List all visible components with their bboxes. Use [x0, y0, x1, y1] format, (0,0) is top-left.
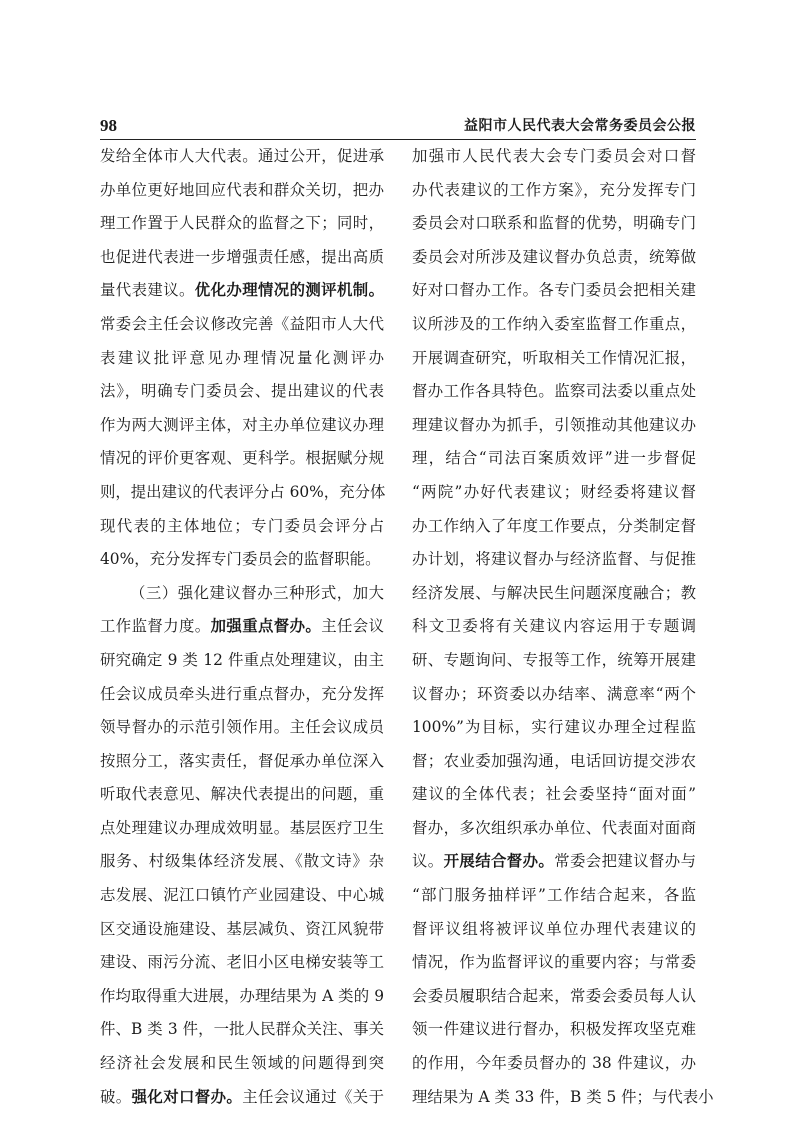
- text-line: [412, 913, 696, 947]
- body-text: “部门服务抽样评”工作结合起来，各监: [412, 886, 696, 905]
- text-line: [412, 342, 696, 376]
- text-line: [412, 812, 696, 846]
- body-text: 则，提出建议的代表评分占 60%，充分体: [100, 482, 386, 501]
- body-text: 40%，充分发挥专门委员会的监督职能。: [100, 550, 381, 569]
- text-line: [412, 845, 696, 879]
- text-line: [412, 207, 696, 241]
- body-text: 主任会议通过《关于: [242, 1087, 384, 1106]
- body-text: 作均取得重大进展，办理结果为 A 类的 9: [100, 986, 384, 1005]
- body-text: 任会议成员牵头进行重点督办，充分发挥: [100, 684, 384, 703]
- text-line: [100, 678, 384, 712]
- bold-heading-text: 加强重点督办。: [210, 617, 322, 636]
- body-text: 常委会把建议督办与: [554, 852, 696, 871]
- body-text: 督；农业委加强沟通，电话回访提交涉农: [412, 751, 696, 770]
- body-text: 现代表的主体地位；专门委员会评分占: [100, 516, 384, 535]
- body-text: 领导督办的示范引领作用。主任会议成员: [100, 718, 384, 737]
- text-line: [100, 610, 384, 644]
- body-text: 开展调查研究，听取相关工作情况汇报，: [412, 348, 696, 367]
- body-text: 理，结合“司法百案质效评”进一步督促: [412, 449, 696, 468]
- text-line: [100, 476, 384, 510]
- text-line: [412, 510, 696, 544]
- body-text: 理结果为 A 类 33 件，B 类 5 件；与代表小: [412, 1087, 714, 1106]
- text-line: [412, 476, 696, 510]
- body-text: 议。: [412, 852, 444, 871]
- text-line: [100, 913, 384, 947]
- text-line: [412, 946, 696, 980]
- text-line: [412, 980, 696, 1014]
- text-line: [412, 644, 696, 678]
- body-text: 志发展、泥江口镇竹产业园建设、中心城: [100, 886, 384, 905]
- text-line: [412, 274, 696, 308]
- text-line: [412, 241, 696, 275]
- body-text: 办工作纳入了年度工作要点，分类制定督: [412, 516, 696, 535]
- body-text: 发给全体市人大代表。通过公开，促进承: [100, 147, 384, 165]
- body-text: 办计划，将建议督办与经济监督、与促推: [412, 550, 696, 569]
- body-text: 件、B 类 3 件，一批人民群众关注、事关: [100, 1020, 384, 1039]
- text-line: [100, 812, 384, 846]
- body-text: 委员会对口联系和监督的优势，明确专门: [412, 214, 696, 233]
- text-line: [100, 241, 384, 275]
- text-line: [100, 946, 384, 980]
- text-line: [100, 409, 384, 443]
- body-text: 理工作置于人民群众的监督之下；同时，: [100, 214, 384, 233]
- bold-heading-text: 强化对口督办。: [131, 1087, 243, 1106]
- text-line: [100, 207, 384, 241]
- body-text: （三）强化建议督办三种形式，加大: [130, 583, 384, 602]
- body-text: 经济发展、与解决民生问题深度融合；教: [412, 583, 696, 602]
- body-text: 的作用，今年委员督办的 38 件建议，办: [412, 1054, 696, 1073]
- journal-title: 益阳市人民代表大会常务委员会公报: [464, 118, 696, 134]
- text-line: [100, 745, 384, 779]
- bold-heading-text: 开展结合督办。: [443, 852, 555, 871]
- text-line: [412, 778, 696, 812]
- body-text: 作为两大测评主体，对主办单位建议办理: [100, 415, 384, 434]
- body-text: 法》，明确专门委员会、提出建议的代表: [100, 382, 384, 401]
- text-line: [412, 543, 696, 577]
- text-line: [100, 711, 384, 745]
- text-line: [100, 778, 384, 812]
- body-text: 常委会主任会议修改完善《益阳市人大代: [100, 314, 384, 333]
- text-line: [412, 375, 696, 409]
- text-line: [100, 375, 384, 409]
- text-line: [412, 711, 696, 745]
- body-text: 工作监督力度。: [100, 617, 211, 636]
- text-line: [412, 140, 696, 174]
- text-line: [412, 442, 696, 476]
- text-line: [100, 342, 384, 376]
- text-line: [412, 577, 696, 611]
- text-line: [100, 543, 384, 577]
- page-header: [100, 114, 696, 138]
- body-text: 委员会对所涉及建议督办负总责，统筹做: [412, 247, 696, 266]
- text-line: [412, 879, 696, 913]
- body-text: 办代表建议的工作方案》，充分发挥专门: [412, 180, 696, 199]
- body-text: 按照分工，落实责任，督促承办单位深入: [100, 751, 384, 770]
- body-text: 议督办；环资委以办结率、满意率“两个: [412, 684, 696, 703]
- body-text: 督办工作各具特色。监察司法委以重点处: [412, 382, 696, 401]
- body-text: 服务、村级集体经济发展、《散文诗》杂: [100, 852, 384, 871]
- left-column: [100, 140, 384, 1114]
- text-line: [100, 644, 384, 678]
- body-text: 加强市人民代表大会专门委员会对口督: [412, 147, 696, 165]
- text-line: [412, 308, 696, 342]
- text-line: [100, 442, 384, 476]
- body-text: 督评议组将被评议单位办理代表建议的: [412, 919, 696, 938]
- bold-heading-text: 优化办理情况的测评机制。: [194, 281, 384, 300]
- text-line: [100, 1013, 384, 1047]
- body-text: 建议的全体代表；社会委坚持“面对面”: [412, 785, 696, 804]
- body-text: 点处理建议办理成效明显。基层医疗卫生: [100, 818, 384, 837]
- body-text: 科文卫委将有关建议内容运用于专题调: [412, 617, 696, 636]
- text-line: [412, 174, 696, 208]
- text-line: [412, 1081, 714, 1115]
- body-text: 经济社会发展和民生领域的问题得到突: [100, 1054, 384, 1073]
- body-text: 督办，多次组织承办单位、代表面对面商: [412, 818, 696, 837]
- text-line: [100, 174, 384, 208]
- text-line: [412, 1013, 696, 1047]
- text-line: [412, 610, 696, 644]
- right-column: [412, 140, 714, 1114]
- body-text: 区交通设施建设、基层减负、资江风貌带: [100, 919, 384, 938]
- body-text: 议所涉及的工作纳入委室监督工作重点，: [412, 314, 696, 333]
- text-line: [100, 980, 384, 1014]
- body-text: 也促进代表进一步增强责任感，提出高质: [100, 247, 384, 266]
- body-text: “两院”办好代表建议；财经委将建议督: [412, 482, 696, 501]
- text-line: [100, 308, 384, 342]
- body-text: 情况的评价更客观、更科学。根据赋分规: [100, 449, 384, 468]
- text-line: [100, 1081, 384, 1115]
- body-text: 研究确定 9 类 12 件重点处理建议，由主: [100, 650, 384, 669]
- body-text: 好对口督办工作。各专门委员会把相关建: [412, 281, 696, 300]
- body-text: 情况，作为监督评议的重要内容；与常委: [412, 953, 696, 972]
- text-line: [412, 1047, 696, 1081]
- text-line: [100, 845, 384, 879]
- body-text: 破。: [100, 1087, 132, 1106]
- body-text: 办单位更好地回应代表和群众关切，把办: [100, 180, 384, 199]
- text-line: [100, 577, 384, 611]
- body-text: 建设、雨污分流、老旧小区电梯安装等工: [100, 953, 384, 972]
- text-line: [100, 140, 384, 174]
- page-number: 98: [100, 116, 117, 135]
- body-text: 领一件建议进行督办，积极发挥攻坚克难: [412, 1020, 696, 1039]
- text-line: [412, 678, 696, 712]
- body-text: 表建议批评意见办理情况量化测评办: [100, 348, 384, 367]
- body-text: 主任会议: [321, 617, 384, 636]
- body-text: 研、专题询问、专报等工作，统筹开展建: [412, 650, 696, 669]
- body-text: 听取代表意见、解决代表提出的问题，重: [100, 785, 384, 804]
- text-line: [100, 879, 384, 913]
- body-text: 理建议督办为抓手，引领推动其他建议办: [412, 415, 696, 434]
- text-line: [412, 745, 696, 779]
- text-line: [100, 1047, 384, 1081]
- text-line: [100, 510, 384, 544]
- text-line: [100, 274, 384, 308]
- text-line: [412, 409, 696, 443]
- body-text: 100%”为目标，实行建议办理全过程监: [412, 718, 696, 737]
- body-text: 量代表建议。: [100, 281, 195, 300]
- body-text: 会委员履职结合起来，常委会委员每人认: [412, 986, 696, 1005]
